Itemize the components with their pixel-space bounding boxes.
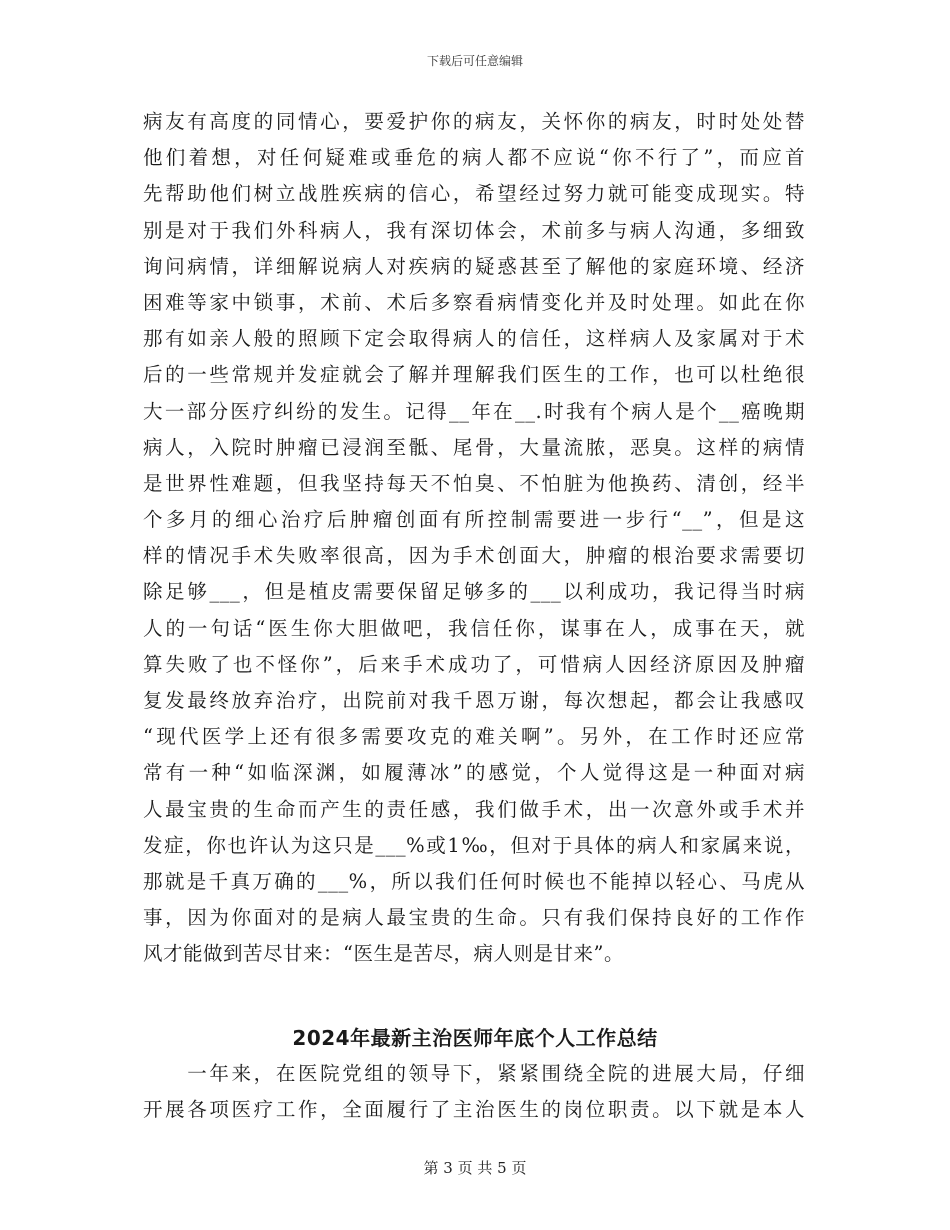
- text-line: 人最宝贵的生命而产生的责任感，我们做手术，出一次意外或手术并: [143, 797, 805, 821]
- page-number: 第 3 页 共 5 页: [423, 1159, 527, 1177]
- text-line: 那就是千真万确的___%，所以我们任何时候也不能掉以轻心、马虎从: [143, 869, 805, 893]
- text-line: 大一部分医疗纠纷的发生。记得__年在__.时我有个病人是个__癌晚期: [143, 399, 805, 423]
- text-line: 困难等家中锁事，术前、术后多察看病情变化并及时处理。如此在你: [143, 290, 805, 314]
- text-line: “现代医学上还有很多需要攻克的难关啊”。另外，在工作时还应常: [143, 725, 805, 749]
- text-line: 询问病情，详细解说病人对疾病的疑惑甚至了解他的家庭环境、经济: [143, 254, 805, 278]
- text-line: 样的情况手术失败率很高，因为手术创面大，肿瘤的根治要求需要切: [143, 544, 805, 568]
- text-line: 那有如亲人般的照顾下定会取得病人的信任，这样病人及家属对于术: [143, 327, 805, 351]
- text-line: 个多月的细心治疗后肿瘤创面有所控制需要进一步行“__”，但是这: [143, 508, 805, 532]
- text-line: 病人，入院时肿瘤已浸润至骶、尾骨，大量流脓，恶臭。这样的病情: [143, 435, 805, 459]
- text-line: 一年来，在医院党组的领导下，紧紧围绕全院的进展大局，仔细: [143, 1062, 805, 1085]
- text-line: 事，因为你面对的是病人最宝贵的生命。只有我们保持良好的工作作: [143, 906, 805, 930]
- text-line: 开展各项医疗工作，全面履行了主治医生的岗位职责。以下就是本人: [143, 1098, 805, 1122]
- text-line: 算失败了也不怪你”，后来手术成功了，可惜病人因经济原因及肿瘤: [143, 652, 805, 676]
- body-paragraph: [143, 104, 805, 973]
- text-line: 先帮助他们树立战胜疾病的信心，希望经过努力就可能变成现实。特: [143, 182, 805, 206]
- text-line: 复发最终放弃治疗，出院前对我千恩万谢，每次想起，都会让我感叹: [143, 689, 805, 712]
- text-line: 常有一种“如临深渊，如履薄冰”的感觉，个人觉得这是一种面对病: [143, 761, 805, 785]
- text-line: 发症，你也许认为这只是___%或1‰，但对于具体的病人和家属来说，: [143, 833, 805, 857]
- section-paragraph: [143, 1056, 805, 1128]
- text-line: 别是对于我们外科病人，我有深切体会，术前多与病人沟通，多细致: [143, 218, 805, 242]
- text-line: 病友有高度的同情心，要爱护你的病友，关怀你的病友，时时处处替: [143, 110, 805, 133]
- text-line: 是世界性难题，但我坚持每天不怕臭、不怕脏为他换药、清创，经半: [143, 471, 805, 495]
- header-note: 下载后可任意编辑: [426, 54, 523, 68]
- text-line: 风才能做到苦尽甘来：“医生是苦尽，病人则是甘来”。: [143, 942, 624, 966]
- text-line: 他们着想，对任何疑难或垂危的病人都不应说“你不行了”，而应首: [143, 146, 805, 170]
- text-line: 后的一些常规并发症就会了解并理解我们医生的工作，也可以杜绝很: [143, 363, 805, 387]
- section-title: 2024年最新主治医师年底个人工作总结: [292, 1026, 658, 1050]
- text-line: 人的一句话“医生你大胆做吧，我信任你，谋事在人，成事在天，就: [143, 616, 805, 640]
- text-line: 除足够___，但是植皮需要保留足够多的___以利成功，我记得当时病: [143, 580, 805, 604]
